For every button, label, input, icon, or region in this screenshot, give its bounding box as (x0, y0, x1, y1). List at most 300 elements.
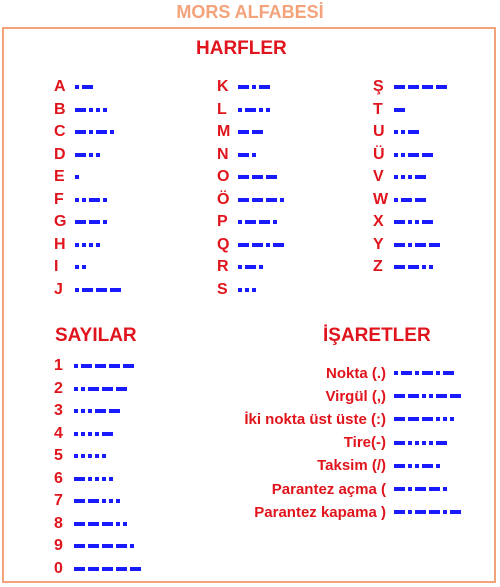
morse-row (217, 77, 273, 97)
morse-dot (408, 464, 412, 468)
morse-code (75, 265, 89, 269)
morse-dash (408, 130, 419, 134)
morse-dash (95, 409, 106, 413)
morse-code (394, 243, 443, 247)
morse-dash (252, 130, 263, 134)
morse-dash (82, 85, 93, 89)
morse-dash (259, 220, 270, 224)
morse-dash (74, 567, 85, 571)
morse-row (373, 100, 408, 120)
morse-dash (102, 544, 113, 548)
morse-dot (75, 175, 79, 179)
morse-dot (266, 243, 270, 247)
morse-label: Ö (217, 190, 230, 208)
morse-dash (116, 567, 127, 571)
morse-dash (238, 153, 249, 157)
morse-dash (394, 220, 405, 224)
morse-label: F (54, 190, 64, 208)
morse-row (373, 212, 436, 232)
morse-dash (422, 417, 433, 421)
morse-dot (109, 499, 113, 503)
morse-dot (96, 153, 100, 157)
morse-label: 8 (54, 514, 63, 532)
morse-dot (408, 487, 412, 491)
morse-dot (408, 510, 412, 514)
morse-dash (95, 364, 106, 368)
morse-label: N (217, 145, 229, 163)
morse-code (75, 153, 103, 157)
morse-dash (74, 544, 85, 548)
morse-code (394, 220, 436, 224)
morse-code (74, 522, 130, 526)
morse-dash (408, 417, 419, 421)
morse-dash (394, 394, 405, 398)
morse-dot (95, 454, 99, 458)
morse-dash (102, 567, 113, 571)
morse-dot (116, 522, 120, 526)
morse-dash (394, 464, 405, 468)
morse-dash (74, 522, 85, 526)
morse-label: K (217, 78, 229, 95)
section-heading-signs: İŞARETLER (323, 325, 431, 346)
morse-dot (74, 432, 78, 436)
morse-code (74, 387, 130, 391)
morse-dash (116, 544, 127, 548)
morse-dot (394, 371, 398, 375)
morse-dash (123, 364, 134, 368)
morse-dash (102, 522, 113, 526)
morse-code (394, 417, 457, 421)
morse-row (373, 167, 429, 187)
morse-code (394, 394, 464, 398)
morse-label: J (54, 280, 63, 298)
morse-dot (74, 409, 78, 413)
morse-dash (415, 175, 426, 179)
morse-row (54, 280, 124, 300)
morse-dash (429, 243, 440, 247)
morse-row (373, 190, 429, 210)
morse-label: A (54, 78, 66, 95)
morse-dash (102, 432, 113, 436)
morse-dot (422, 394, 426, 398)
morse-code (74, 364, 137, 368)
morse-dash (429, 487, 440, 491)
morse-dot (238, 265, 242, 269)
morse-dash (394, 265, 405, 269)
morse-dash (415, 510, 426, 514)
morse-dot (436, 464, 440, 468)
morse-dot (81, 387, 85, 391)
morse-row (217, 235, 287, 255)
morse-dash (75, 220, 86, 224)
morse-dot (252, 288, 256, 292)
morse-dot (82, 243, 86, 247)
morse-code (75, 85, 96, 89)
morse-dash (436, 85, 447, 89)
morse-label: T (373, 100, 383, 118)
morse-dash (238, 85, 249, 89)
morse-label: 5 (54, 447, 63, 464)
morse-dash (88, 544, 99, 548)
morse-dot (238, 288, 242, 292)
morse-dash (415, 243, 426, 247)
morse-row (373, 77, 450, 97)
sign-label: Nokta (.) (326, 364, 386, 382)
morse-dot (436, 371, 440, 375)
morse-code (75, 175, 82, 179)
sign-label: Tire(-) (343, 434, 386, 452)
morse-dash (450, 510, 461, 514)
morse-code (75, 130, 117, 134)
morse-dash (82, 288, 93, 292)
morse-code (394, 130, 422, 134)
morse-label: X (373, 213, 384, 230)
morse-row (54, 122, 117, 142)
morse-dot (74, 364, 78, 368)
morse-code (75, 108, 110, 112)
morse-row (217, 100, 273, 120)
morse-row (54, 356, 137, 376)
morse-dot (394, 130, 398, 134)
morse-dot (443, 510, 447, 514)
morse-label: U (373, 123, 385, 140)
morse-dot (89, 153, 93, 157)
morse-dash (252, 243, 263, 247)
morse-row (373, 257, 436, 277)
morse-dot (429, 441, 433, 445)
morse-code (394, 198, 429, 202)
morse-label: R (217, 258, 229, 275)
morse-code (238, 130, 266, 134)
sign-label: Taksim (/) (317, 457, 386, 475)
morse-label: S (217, 280, 228, 298)
morse-dot (415, 220, 419, 224)
morse-dash (89, 198, 100, 202)
morse-dot (238, 220, 242, 224)
morse-label: 4 (54, 424, 63, 442)
morse-dash (88, 499, 99, 503)
morse-label: 1 (54, 357, 63, 374)
morse-label: E (54, 168, 65, 185)
morse-row (54, 379, 130, 399)
morse-code (238, 220, 280, 224)
morse-row (217, 190, 287, 210)
morse-dash (394, 441, 405, 445)
morse-row (217, 257, 266, 277)
morse-dash (81, 364, 92, 368)
morse-row (54, 536, 137, 556)
morse-dot (436, 417, 440, 421)
morse-dot (96, 243, 100, 247)
morse-row (54, 559, 144, 579)
morse-dot (238, 108, 242, 112)
morse-dot (102, 499, 106, 503)
morse-dot (110, 130, 114, 134)
morse-dot (266, 108, 270, 112)
morse-dot (429, 394, 433, 398)
morse-row (54, 257, 89, 277)
morse-code (394, 441, 450, 445)
morse-code (238, 85, 273, 89)
morse-dot (443, 487, 447, 491)
morse-dot (82, 198, 86, 202)
morse-dot (443, 417, 447, 421)
morse-code (238, 108, 273, 112)
morse-dot (259, 108, 263, 112)
morse-dash (394, 108, 405, 112)
morse-row (54, 469, 116, 489)
morse-dot (259, 265, 263, 269)
morse-label: V (373, 168, 384, 185)
morse-dot (82, 265, 86, 269)
morse-dot (408, 441, 412, 445)
morse-row (54, 100, 110, 120)
morse-dot (88, 432, 92, 436)
sign-label: İki nokta üst üste (:) (244, 410, 386, 428)
morse-label: Y (373, 235, 384, 253)
morse-code (74, 454, 109, 458)
morse-label: Ü (373, 145, 385, 163)
morse-dot (252, 153, 256, 157)
morse-code (394, 85, 450, 89)
morse-dash (88, 567, 99, 571)
morse-row (373, 145, 436, 165)
morse-dash (75, 153, 86, 157)
morse-dot (88, 454, 92, 458)
morse-dot (401, 130, 405, 134)
morse-dot (103, 198, 107, 202)
morse-dot (102, 454, 106, 458)
morse-dot (75, 198, 79, 202)
morse-dot (415, 371, 419, 375)
morse-dot (273, 220, 277, 224)
morse-dot (103, 220, 107, 224)
morse-row (54, 145, 103, 165)
morse-dot (280, 198, 284, 202)
morse-dot (429, 265, 433, 269)
morse-dot (394, 198, 398, 202)
morse-dot (408, 175, 412, 179)
morse-dot (102, 477, 106, 481)
morse-dash (252, 198, 263, 202)
morse-dot (81, 409, 85, 413)
morse-row (373, 122, 422, 142)
morse-code (74, 544, 137, 548)
morse-dash (238, 198, 249, 202)
sign-row (200, 386, 464, 406)
morse-code (74, 567, 144, 571)
sign-label: Virgül (,) (325, 387, 386, 405)
morse-row (54, 167, 82, 187)
morse-dot (88, 409, 92, 413)
morse-row (54, 424, 116, 444)
morse-dash (408, 153, 419, 157)
morse-dash (89, 220, 100, 224)
morse-dash (443, 371, 454, 375)
morse-dot (81, 432, 85, 436)
morse-dash (408, 265, 419, 269)
morse-dot (252, 85, 256, 89)
morse-code (75, 288, 124, 292)
morse-dot (450, 417, 454, 421)
morse-dot (75, 85, 79, 89)
morse-dot (422, 441, 426, 445)
morse-dash (422, 153, 433, 157)
morse-row (54, 514, 130, 534)
morse-dot (401, 175, 405, 179)
morse-code (394, 175, 429, 179)
morse-dash (394, 85, 405, 89)
morse-dash (422, 220, 433, 224)
sign-row (200, 409, 457, 429)
morse-code (74, 499, 123, 503)
morse-dash (116, 387, 127, 391)
morse-dash (436, 441, 447, 445)
morse-label: 6 (54, 469, 63, 487)
morse-dash (450, 394, 461, 398)
morse-dash (394, 487, 405, 491)
morse-row (217, 212, 280, 232)
morse-dash (75, 130, 86, 134)
morse-label: 3 (54, 402, 63, 419)
morse-row (54, 491, 123, 511)
morse-code (74, 409, 123, 413)
morse-dash (109, 409, 120, 413)
morse-dot (415, 441, 419, 445)
morse-dot (89, 108, 93, 112)
morse-label: Q (217, 235, 230, 253)
morse-dash (238, 130, 249, 134)
morse-dash (75, 108, 86, 112)
morse-label: M (217, 123, 231, 140)
morse-dot (75, 288, 79, 292)
morse-label: L (217, 100, 227, 118)
morse-dot (81, 454, 85, 458)
morse-label: P (217, 213, 228, 230)
sign-label: Parantez kapama ) (254, 503, 386, 521)
morse-label: 9 (54, 537, 63, 554)
morse-dash (88, 522, 99, 526)
morse-code (394, 265, 436, 269)
morse-code (394, 153, 436, 157)
morse-row (217, 167, 280, 187)
morse-code (238, 243, 287, 247)
morse-code (238, 265, 266, 269)
morse-label: I (54, 258, 59, 275)
morse-dash (394, 417, 405, 421)
sign-label: Parantez açma ( (271, 480, 386, 498)
morse-dash (408, 394, 419, 398)
morse-dot (130, 544, 134, 548)
morse-dash (408, 85, 419, 89)
morse-row (54, 235, 103, 255)
morse-row (54, 401, 123, 421)
morse-dash (110, 288, 121, 292)
morse-dash (266, 175, 277, 179)
morse-code (75, 198, 110, 202)
morse-label: W (373, 190, 389, 208)
morse-dot (123, 522, 127, 526)
sign-row (200, 502, 464, 522)
morse-row (217, 280, 259, 300)
morse-dash (88, 387, 99, 391)
morse-dot (95, 477, 99, 481)
morse-code (238, 198, 287, 202)
morse-dash (436, 394, 447, 398)
morse-dash (401, 198, 412, 202)
morse-dot (394, 175, 398, 179)
morse-dash (245, 220, 256, 224)
morse-dash (259, 85, 270, 89)
morse-dash (394, 243, 405, 247)
morse-row (217, 145, 259, 165)
morse-dot (96, 108, 100, 112)
morse-dash (74, 477, 85, 481)
morse-row (54, 190, 110, 210)
section-heading-letters: HARFLER (196, 38, 287, 59)
morse-dash (394, 510, 405, 514)
morse-code (238, 288, 259, 292)
morse-dot (116, 499, 120, 503)
morse-dash (422, 85, 433, 89)
morse-code (74, 432, 116, 436)
morse-dot (394, 153, 398, 157)
morse-dot (74, 387, 78, 391)
morse-row (373, 235, 443, 255)
morse-code (394, 487, 450, 491)
morse-dash (102, 387, 113, 391)
morse-dash (238, 175, 249, 179)
morse-label: 2 (54, 379, 63, 397)
morse-label: 7 (54, 492, 63, 509)
morse-code (394, 464, 443, 468)
morse-label: B (54, 100, 66, 118)
morse-code (394, 371, 457, 375)
morse-dash (422, 464, 433, 468)
morse-label: C (54, 123, 66, 140)
morse-dot (89, 243, 93, 247)
morse-dot (408, 243, 412, 247)
morse-dash (245, 108, 256, 112)
sign-row (200, 433, 450, 453)
morse-dot (103, 108, 107, 112)
morse-row (217, 122, 266, 142)
morse-dot (75, 243, 79, 247)
morse-code (394, 108, 408, 112)
morse-row (54, 212, 110, 232)
section-heading-numbers: SAYILAR (55, 325, 137, 346)
morse-dash (96, 288, 107, 292)
morse-code (74, 477, 116, 481)
morse-dash (130, 567, 141, 571)
morse-dash (401, 371, 412, 375)
morse-dot (401, 153, 405, 157)
morse-row (54, 446, 109, 466)
morse-label: D (54, 145, 66, 163)
morse-label: Z (373, 258, 383, 275)
morse-label: G (54, 213, 67, 230)
morse-dash (252, 175, 263, 179)
morse-code (394, 510, 464, 514)
morse-dash (109, 364, 120, 368)
morse-dash (266, 198, 277, 202)
morse-label: H (54, 235, 66, 253)
morse-dot (88, 477, 92, 481)
sign-row (200, 363, 457, 383)
morse-label: Ş (373, 78, 384, 95)
morse-dot (245, 288, 249, 292)
morse-dash (429, 510, 440, 514)
